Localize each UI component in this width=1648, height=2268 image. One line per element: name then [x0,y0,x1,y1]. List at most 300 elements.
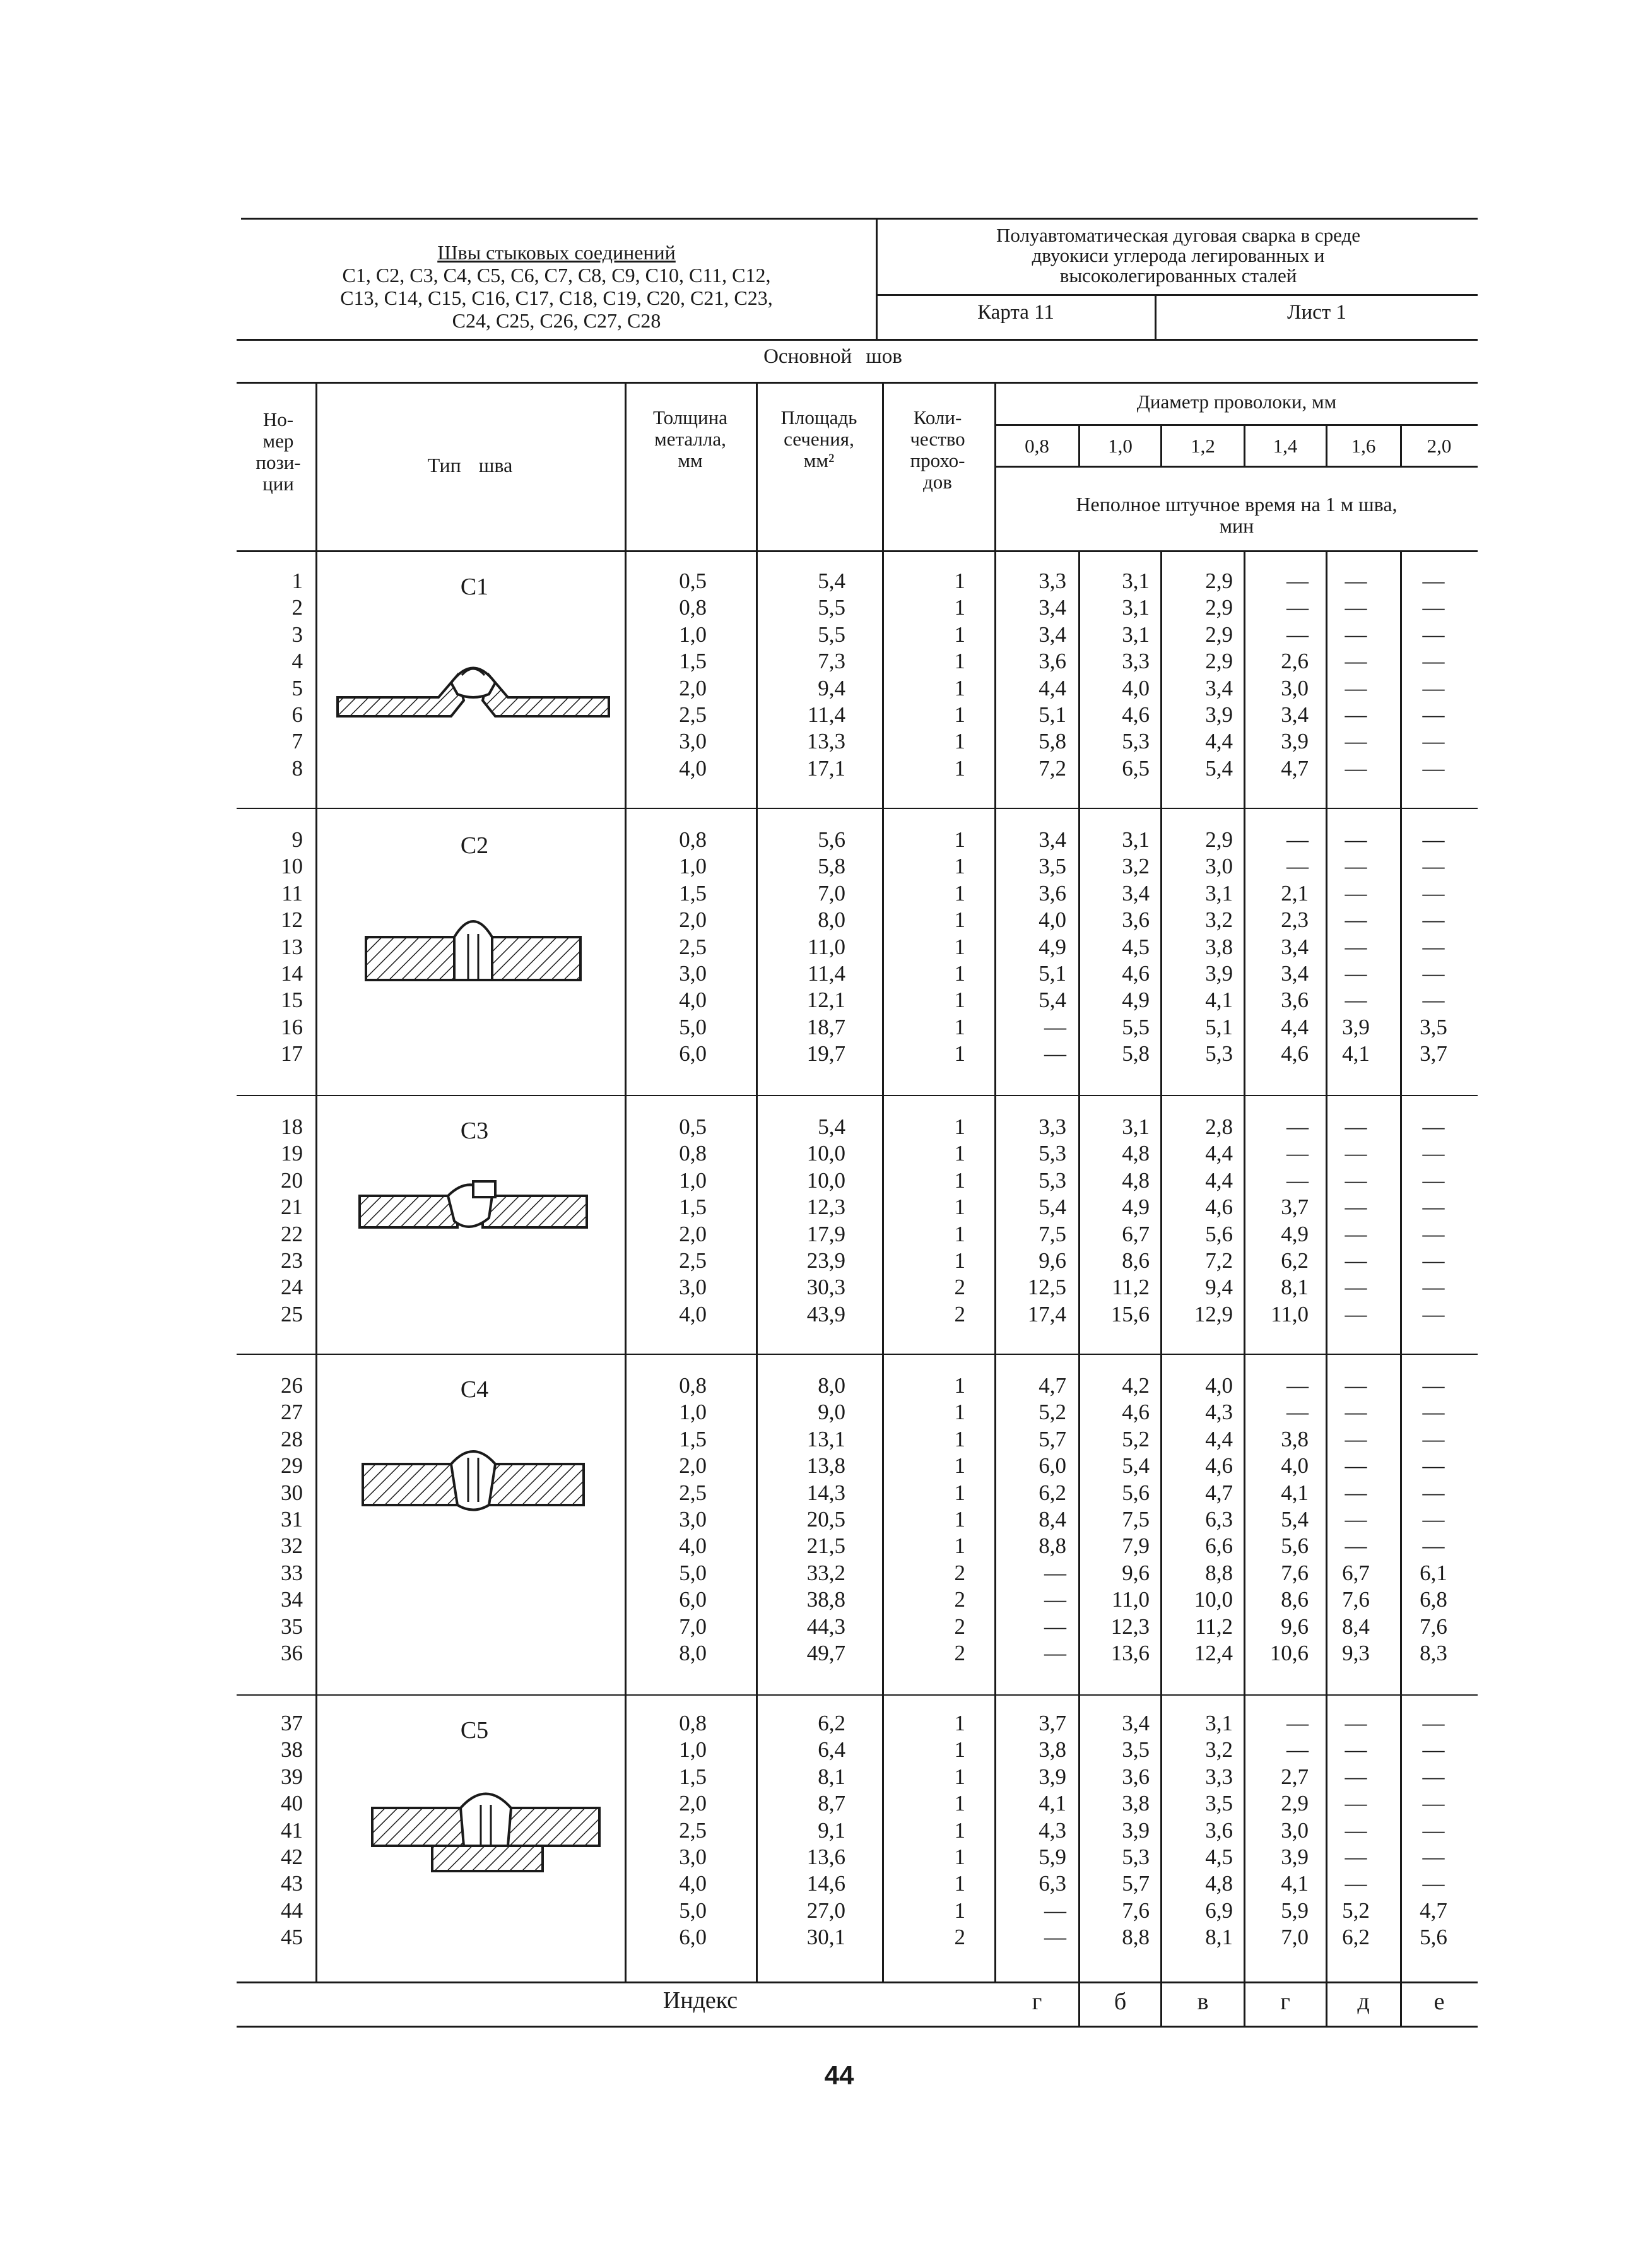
cell-position: 31 [281,1507,303,1532]
seam-c3-drawing [353,1174,593,1243]
cell-position: 11 [281,880,303,906]
cell-thickness: 3,0 [679,1275,707,1300]
cell-d14: 9,6 [1281,1614,1309,1639]
cell-passes: 1 [954,1248,965,1273]
cell-d08: 3,7 [1039,1711,1066,1735]
group-divider [237,808,1478,809]
group-divider [237,1694,1478,1696]
cell-d08: 5,4 [1039,1195,1066,1220]
cell-d10: 3,1 [1122,827,1150,852]
header-rule-top [237,382,1478,384]
cell-d14: 11,0 [1271,1301,1309,1326]
cell-passes: 2 [954,1275,965,1300]
cell-thickness: 3,0 [679,961,707,986]
cell-area: 7,3 [818,649,845,674]
cell-d10: 6,5 [1122,755,1150,781]
cell-thickness: 5,0 [679,1898,707,1923]
cell-passes: 1 [954,649,965,674]
cell-area: 6,2 [818,1711,845,1735]
cell-d12: 6,6 [1205,1533,1233,1559]
cell-thickness: 0,8 [679,1711,707,1735]
cell-area: 8,7 [818,1791,845,1816]
cell-d20: — [1422,702,1445,727]
sheet-label: Лист 1 [1287,301,1346,324]
index-letter-0: г [1032,1988,1042,2015]
cell-passes: 1 [954,988,965,1013]
cell-d12: 2,9 [1205,622,1233,647]
cell-d08: — [1044,1587,1066,1612]
cell-passes: 1 [954,1114,965,1139]
index-label: Индекс [662,1987,738,2014]
header-thickness-l1: Толщина [653,406,727,428]
cell-position: 43 [281,1871,303,1896]
header-area-l2: сечения, [784,428,854,450]
header-thickness-l2: металла, [654,428,726,450]
cell-d08: 7,5 [1039,1221,1066,1246]
seam-label-c3: С3 [460,1118,489,1144]
cell-passes: 1 [954,880,965,906]
isep-2 [1160,1982,1162,2026]
cell-passes: 1 [954,1764,965,1789]
cell-position: 37 [281,1711,303,1735]
cell-passes: 1 [954,1817,965,1843]
cell-d20: — [1422,1480,1445,1505]
cell-d20: — [1422,729,1445,754]
cell-area: 12,1 [806,988,845,1013]
cell-d10: 4,2 [1122,1373,1150,1398]
cell-d12: 12,9 [1194,1301,1233,1326]
cell-thickness: 0,8 [679,827,707,852]
cell-d10: 11,0 [1112,1587,1150,1612]
cell-d16: — [1345,1400,1367,1425]
cell-d16: 9,3 [1342,1641,1370,1665]
cell-position: 36 [281,1641,303,1665]
cell-d16: — [1345,1871,1367,1896]
cell-d08: 4,7 [1039,1373,1066,1398]
cell-area: 6,4 [818,1737,845,1763]
cell-d16: — [1345,1114,1367,1139]
group-divider [237,1095,1478,1096]
cell-passes: 1 [954,1533,965,1559]
cell-d10: 15,6 [1110,1301,1150,1326]
cell-thickness: 5,0 [679,1560,707,1585]
cell-d12: 3,4 [1205,675,1233,700]
cell-d12: 5,4 [1205,755,1233,781]
cell-d10: 7,5 [1122,1507,1150,1532]
cell-thickness: 1,0 [679,1167,707,1193]
hsep-5 [994,382,996,550]
cell-d12: 3,5 [1205,1791,1233,1816]
cell-d12: 7,2 [1205,1248,1233,1273]
cell-thickness: 2,0 [679,907,707,933]
header-passes-l1: Коли- [913,406,962,428]
title-divider [876,218,878,339]
cell-area: 11,4 [808,702,845,727]
cell-d08: 3,6 [1039,649,1066,674]
cell-d20: — [1422,1167,1445,1193]
cell-d08: 3,3 [1039,1114,1066,1139]
cell-d10: 3,1 [1122,622,1150,647]
cell-d10: 3,1 [1122,1114,1150,1139]
cell-thickness: 6,0 [679,1587,707,1612]
cell-area: 8,0 [818,907,845,933]
cell-passes: 1 [954,1898,965,1923]
cell-d08: 8,8 [1039,1533,1066,1559]
cell-area: 13,8 [806,1453,845,1479]
cell-d12: 3,8 [1205,934,1233,959]
title-right-line2: двуокиси углерода легированных и [1032,244,1325,266]
cell-d16: — [1345,702,1367,727]
cell-position: 33 [281,1560,303,1585]
cell-d14: 3,4 [1281,961,1309,986]
cell-position: 13 [281,934,303,959]
cell-d12: 5,1 [1205,1014,1233,1039]
cell-d08: 5,2 [1039,1400,1066,1425]
diameter-1: 1,0 [1108,435,1133,457]
cell-d16: — [1345,1426,1367,1451]
cell-d10: 5,4 [1122,1453,1150,1479]
cell-position: 10 [281,854,303,879]
index-letter-2: в [1197,1988,1209,2015]
cell-d20: 8,3 [1420,1641,1447,1665]
cell-passes: 2 [954,1587,965,1612]
cell-position: 34 [281,1587,303,1612]
cell-area: 20,5 [806,1507,845,1532]
cell-area: 14,6 [806,1871,845,1896]
cell-d20: — [1422,961,1445,986]
hsep-1 [315,382,317,550]
cell-d14: — [1286,1373,1309,1398]
cell-passes: 1 [954,1453,965,1479]
cell-d10: 6,7 [1122,1221,1150,1246]
cell-d14: 4,4 [1281,1014,1309,1039]
cell-d10: 3,6 [1122,1764,1150,1789]
cell-d10: 5,3 [1122,729,1150,754]
cell-position: 23 [281,1248,303,1273]
cell-d10: 8,8 [1122,1925,1150,1950]
cell-d20: — [1422,1400,1445,1425]
cell-d08: 4,3 [1039,1817,1066,1843]
cell-area: 9,0 [818,1400,845,1425]
cell-d20: — [1422,622,1445,647]
seam-label-c5: С5 [460,1717,489,1744]
cell-d10: 3,3 [1122,649,1150,674]
cell-area: 43,9 [806,1301,845,1326]
cell-d20: — [1422,1426,1445,1451]
cell-d12: 8,8 [1205,1560,1233,1585]
cell-thickness: 6,0 [679,1925,707,1950]
cell-d16: — [1345,1791,1367,1816]
cell-thickness: 1,5 [679,1764,707,1789]
cell-d12: 3,1 [1205,1711,1233,1735]
cell-position: 40 [281,1791,303,1816]
cell-d20: — [1422,1871,1445,1896]
cell-thickness: 2,5 [679,1248,707,1273]
cell-d12: 4,0 [1205,1373,1233,1398]
cell-d20: — [1422,1141,1445,1166]
diameter-3: 1,4 [1273,435,1298,457]
cell-d16: — [1345,854,1367,879]
cell-d14: 7,6 [1281,1560,1309,1585]
title-left [241,241,872,332]
cell-d10: 11,2 [1112,1275,1150,1300]
title-right-line3: высоколегированных сталей [1059,264,1297,286]
cell-thickness: 0,8 [679,595,707,620]
cell-passes: 1 [954,1871,965,1896]
cell-passes: 1 [954,1041,965,1066]
title-left-line3: С13, С14, С15, С16, С17, С18, С19, С20, С21, С23, [340,286,773,309]
cell-d16: — [1345,961,1367,986]
cell-position: 1 [291,569,303,593]
cell-d16: — [1345,988,1367,1013]
cell-passes: 1 [954,622,965,647]
header-thickness-l3: мм [678,449,703,471]
cell-d14: 2,7 [1281,1764,1309,1789]
hsep-2 [625,382,627,550]
cell-d08: 5,7 [1039,1426,1066,1451]
cell-d14: — [1286,569,1309,593]
cell-d20: — [1422,1711,1445,1735]
cell-d14: 7,0 [1281,1925,1309,1950]
cell-d14: 3,9 [1281,729,1309,754]
cell-d16: 6,7 [1342,1560,1370,1585]
cell-area: 21,5 [806,1533,845,1559]
cell-passes: 1 [954,1791,965,1816]
cell-position: 7 [291,729,303,754]
cell-d10: 13,6 [1110,1641,1150,1665]
cell-passes: 2 [954,1614,965,1639]
cell-thickness: 4,0 [679,1871,707,1896]
header-diameter: Диаметр проволоки, мм [1136,391,1337,413]
cell-thickness: 5,0 [679,1014,707,1039]
cell-d08: 5,3 [1039,1167,1066,1193]
cell-position: 29 [281,1453,303,1479]
cell-d12: 3,0 [1205,854,1233,879]
cell-d12: 4,6 [1205,1453,1233,1479]
cell-d16: — [1345,1453,1367,1479]
isep-3 [1244,1982,1245,2026]
cell-d08: 3,6 [1039,880,1066,906]
cell-d20: — [1422,649,1445,674]
cell-d20: — [1422,595,1445,620]
cell-d12: 11,2 [1195,1614,1233,1639]
cell-d12: 5,6 [1205,1221,1233,1246]
cell-d12: 4,4 [1205,1426,1233,1451]
cell-d08: 3,8 [1039,1737,1066,1763]
cell-area: 13,1 [806,1426,845,1451]
cell-passes: 1 [954,1737,965,1763]
cell-d16: 6,2 [1342,1925,1370,1950]
cell-d12: 3,9 [1205,961,1233,986]
card-rule [876,294,1478,296]
cell-d08: 7,2 [1039,755,1066,781]
cell-d14: 3,8 [1281,1426,1309,1451]
cell-area: 30,1 [806,1925,845,1950]
header-time-l2: мин [1219,514,1254,537]
cell-d12: 4,4 [1205,1167,1233,1193]
title-left-line4: С24, С25, С26, С27, С28 [452,309,661,332]
cell-position: 9 [291,827,303,852]
body-col-sep-5 [994,550,996,1982]
seam-label-c4: С4 [460,1376,489,1403]
cell-area: 19,7 [806,1041,845,1066]
hsep-3 [756,382,758,550]
cell-d16: — [1345,907,1367,933]
cell-passes: 1 [954,1845,965,1869]
cell-d08: 3,3 [1039,569,1066,593]
cell-d14: — [1286,1400,1309,1425]
header-passes-l3: прохо- [910,449,965,471]
cell-thickness: 2,5 [679,702,707,727]
cell-d12: 2,9 [1205,595,1233,620]
cell-area: 18,7 [806,1014,845,1039]
header-position-l3: пози- [256,451,301,473]
cell-position: 45 [281,1925,303,1950]
cell-d12: 4,7 [1205,1480,1233,1505]
cell-d10: 4,0 [1122,675,1150,700]
cell-position: 6 [291,702,303,727]
cell-d08: 4,4 [1039,675,1066,700]
cell-position: 20 [281,1167,303,1193]
cell-d20: — [1422,880,1445,906]
diameter-2: 1,2 [1191,435,1215,457]
title-right [880,225,1476,286]
cell-d10: 3,4 [1122,880,1150,906]
cell-d10: 5,2 [1122,1426,1150,1451]
cell-d12: 6,9 [1205,1898,1233,1923]
cell-d08: — [1044,1925,1066,1950]
cell-d16: 3,9 [1342,1014,1370,1039]
cell-d16: — [1345,1167,1367,1193]
cell-area: 12,3 [806,1195,845,1220]
hsep-4 [882,382,884,550]
cell-d16: — [1345,1141,1367,1166]
cell-d16: — [1345,755,1367,781]
cell-passes: 1 [954,702,965,727]
dsep-4 [1326,424,1327,466]
cell-d14: 2,3 [1281,907,1309,933]
cell-d10: 5,8 [1122,1041,1150,1066]
cell-d20: — [1422,569,1445,593]
cell-position: 42 [281,1845,303,1869]
cell-thickness: 8,0 [679,1641,707,1665]
cell-d10: 12,3 [1110,1614,1150,1639]
cell-d16: 7,6 [1342,1587,1370,1612]
cell-thickness: 4,0 [679,1533,707,1559]
cell-d16: 4,1 [1342,1041,1370,1066]
seam-label-c1: С1 [460,574,489,600]
card-divider [1155,294,1157,339]
cell-d08: 3,9 [1039,1764,1066,1789]
cell-d10: 5,7 [1122,1871,1150,1896]
cell-d08: 17,4 [1027,1301,1066,1326]
cell-thickness: 4,0 [679,755,707,781]
cell-d08: 8,4 [1039,1507,1066,1532]
cell-d14: — [1286,1141,1309,1166]
cell-d08: 4,9 [1039,934,1066,959]
cell-d08: 5,1 [1039,702,1066,727]
cell-d20: — [1422,1817,1445,1843]
cell-d12: 12,4 [1194,1641,1233,1665]
cell-area: 13,3 [806,729,845,754]
cell-d08: — [1044,1641,1066,1665]
cell-area: 5,8 [818,854,845,879]
cell-d20: 3,7 [1420,1041,1447,1066]
cell-d10: 7,9 [1122,1533,1150,1559]
cell-d16: — [1345,1221,1367,1246]
cell-d20: — [1422,1764,1445,1789]
cell-area: 33,2 [806,1560,845,1585]
cell-position: 24 [281,1275,303,1300]
cell-d16: — [1345,1507,1367,1532]
cell-d12: 6,3 [1205,1507,1233,1532]
cell-d16: — [1345,1845,1367,1869]
cell-area: 5,5 [818,595,845,620]
header-position [241,409,315,495]
cell-d12: 4,5 [1205,1845,1233,1869]
cell-d14: 3,4 [1281,702,1309,727]
cell-d14: 4,1 [1281,1871,1309,1896]
cell-passes: 1 [954,595,965,620]
cell-thickness: 4,0 [679,988,707,1013]
cell-passes: 2 [954,1301,965,1326]
cell-area: 17,9 [806,1221,845,1246]
cell-d08: — [1044,1614,1066,1639]
cell-d10: 3,2 [1122,854,1150,879]
cell-area: 8,1 [818,1764,845,1789]
cell-d08: 5,8 [1039,729,1066,754]
index-letter-1: б [1114,1988,1127,2015]
cell-d20: — [1422,675,1445,700]
cell-position: 15 [281,988,303,1013]
cell-position: 21 [281,1195,303,1220]
cell-position: 5 [291,675,303,700]
header-rule-bottom [237,550,1478,552]
cell-d14: 3,7 [1281,1195,1309,1220]
cell-thickness: 2,0 [679,1791,707,1816]
cell-d10: 3,1 [1122,595,1150,620]
cell-area: 5,4 [818,569,845,593]
cell-thickness: 0,5 [679,1114,707,1139]
cell-d14: 3,9 [1281,1845,1309,1869]
cell-passes: 1 [954,1480,965,1505]
cell-thickness: 2,0 [679,1221,707,1246]
cell-passes: 1 [954,1711,965,1735]
cell-d16: — [1345,1764,1367,1789]
header-passes-l4: дов [923,471,952,493]
cell-position: 19 [281,1141,303,1166]
cell-d14: 2,9 [1281,1791,1309,1816]
header-passes-l2: чество [910,428,965,450]
cell-d10: 4,9 [1122,988,1150,1013]
cell-passes: 1 [954,1141,965,1166]
cell-d08: 12,5 [1027,1275,1066,1300]
isep-5 [1400,1982,1402,2026]
cell-thickness: 4,0 [679,1301,707,1326]
cell-d10: 3,8 [1122,1791,1150,1816]
body-col-sep-2 [625,550,627,1982]
seam-c5-drawing [366,1789,606,1884]
cell-d20: — [1422,1373,1445,1398]
cell-passes: 1 [954,755,965,781]
cell-d20: — [1422,1737,1445,1763]
cell-d12: 3,2 [1205,907,1233,933]
cell-d08: 5,4 [1039,988,1066,1013]
cell-position: 26 [281,1373,303,1398]
cell-d16: — [1345,1711,1367,1735]
cell-d20: 5,6 [1420,1925,1447,1950]
header-thickness [626,407,755,471]
